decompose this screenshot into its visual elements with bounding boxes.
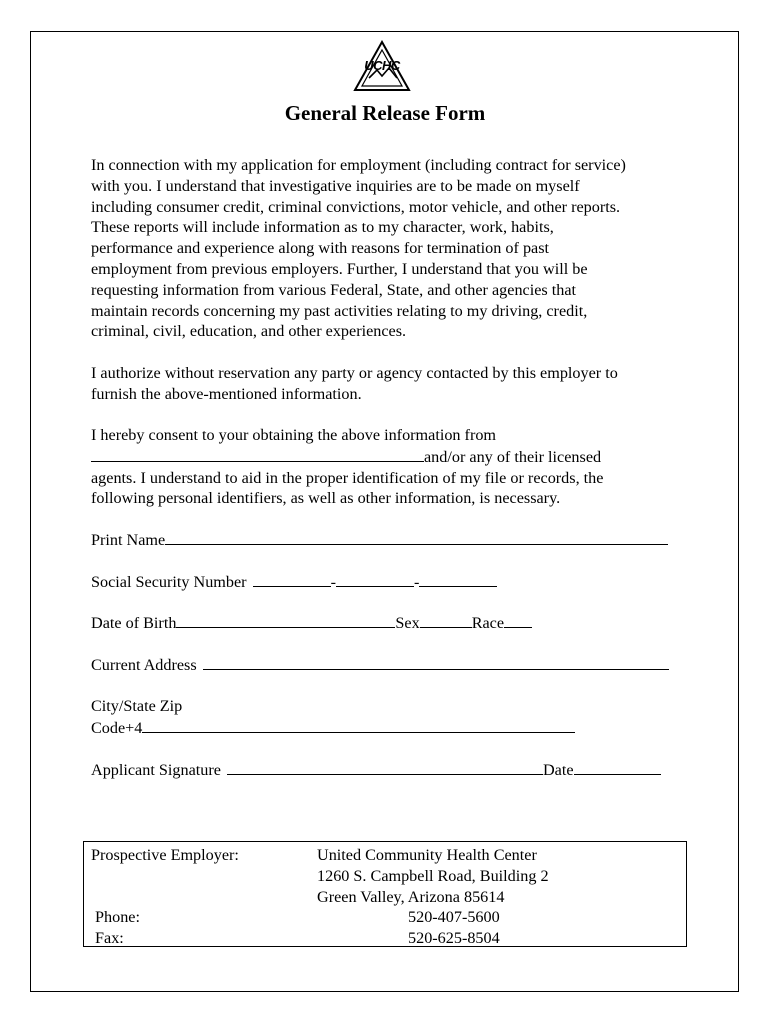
date-label: Date [542, 761, 574, 779]
employer-name: United Community Health Center [317, 846, 537, 864]
text-line: These reports will include information as to my character, work, habits, [91, 218, 554, 237]
ssn-dash: - [413, 573, 420, 591]
text-line: with you. I understand that investigative inquiries are to be made on myself [91, 176, 580, 195]
text-line: criminal, civil, education, and other experiences. [91, 322, 407, 341]
text-line: agents. I understand to aid in the proper identification of my file or records, the [91, 468, 604, 487]
employer-address-line1: 1260 S. Campbell Road, Building 2 [317, 867, 549, 885]
uchc-logo [351, 40, 413, 92]
paragraph-consent-intro [91, 155, 691, 342]
employer-info-box [83, 841, 687, 947]
ssn-label: Social Security Number [91, 573, 247, 591]
text-line: performance and experience along with reasons for termination of past [91, 239, 550, 258]
applicant-signature-label: Applicant Signature [91, 761, 221, 779]
text-line: requesting information from various Federal, State, and other agencies that [91, 280, 577, 299]
print-name-label: Print Name [91, 531, 166, 549]
race-blank[interactable] [504, 612, 532, 628]
city-state-zip-label: City/State Zip [91, 697, 183, 715]
dob-field [91, 612, 532, 634]
ssn-field [91, 571, 497, 593]
print-name-blank[interactable] [165, 529, 668, 545]
text-line [91, 446, 691, 468]
current-address-label: Current Address [91, 656, 197, 674]
sex-label: Sex [395, 614, 420, 632]
text-line: I hereby consent to your obtaining the above information from [91, 426, 497, 444]
text-line: furnish the above-mentioned information. [91, 384, 362, 403]
current-address-blank[interactable] [203, 654, 669, 670]
text-line: including consumer credit, criminal convictions, motor vehicle, and other reports. [91, 197, 621, 216]
text-line: employment from previous employers. Further, I understand that you will be [91, 259, 588, 278]
code4-line [91, 717, 575, 739]
city-state-zip-field [91, 696, 575, 739]
current-address-field [91, 654, 669, 676]
employer-name-blank[interactable] [91, 446, 424, 462]
ssn-dash: - [330, 573, 336, 591]
ssn-part2-blank[interactable] [336, 571, 414, 587]
ssn-part1-blank[interactable] [253, 571, 331, 587]
ssn-part3-blank[interactable] [419, 571, 497, 587]
dob-label: Date of Birth [91, 614, 177, 632]
logo-text: UCHC [364, 58, 400, 73]
page-title: General Release Form [284, 101, 486, 125]
paragraph-authorization [91, 363, 691, 405]
phone-label: Phone: [95, 908, 140, 926]
code4-label: Code+4 [91, 718, 143, 737]
paragraph-consent [91, 425, 691, 509]
phone-value: 520-407-5600 [408, 908, 500, 926]
city-state-zip-blank[interactable] [142, 717, 575, 733]
applicant-signature-blank[interactable] [227, 759, 543, 775]
race-label: Race [471, 614, 505, 632]
text-line-suffix: and/or any of their licensed [424, 447, 602, 466]
employer-address-line2: Green Valley, Arizona 85614 [317, 888, 505, 906]
print-name-field [91, 529, 668, 551]
text-line: I authorize without reservation any party or agency contacted by this employer to [91, 364, 618, 382]
date-blank[interactable] [574, 759, 661, 775]
employer-label: Prospective Employer: [91, 846, 239, 864]
text-line: In connection with my application for employment (including contract for service) [91, 156, 626, 174]
fax-label: Fax: [95, 929, 124, 947]
text-line: maintain records concerning my past activities relating to my driving, credit, [91, 301, 588, 320]
text-line: following personal identifiers, as well as other information, is necessary. [91, 489, 561, 508]
sex-blank[interactable] [420, 612, 472, 628]
signature-field [91, 759, 661, 781]
fax-value: 520-625-8504 [408, 929, 500, 947]
dob-blank[interactable] [176, 612, 395, 628]
